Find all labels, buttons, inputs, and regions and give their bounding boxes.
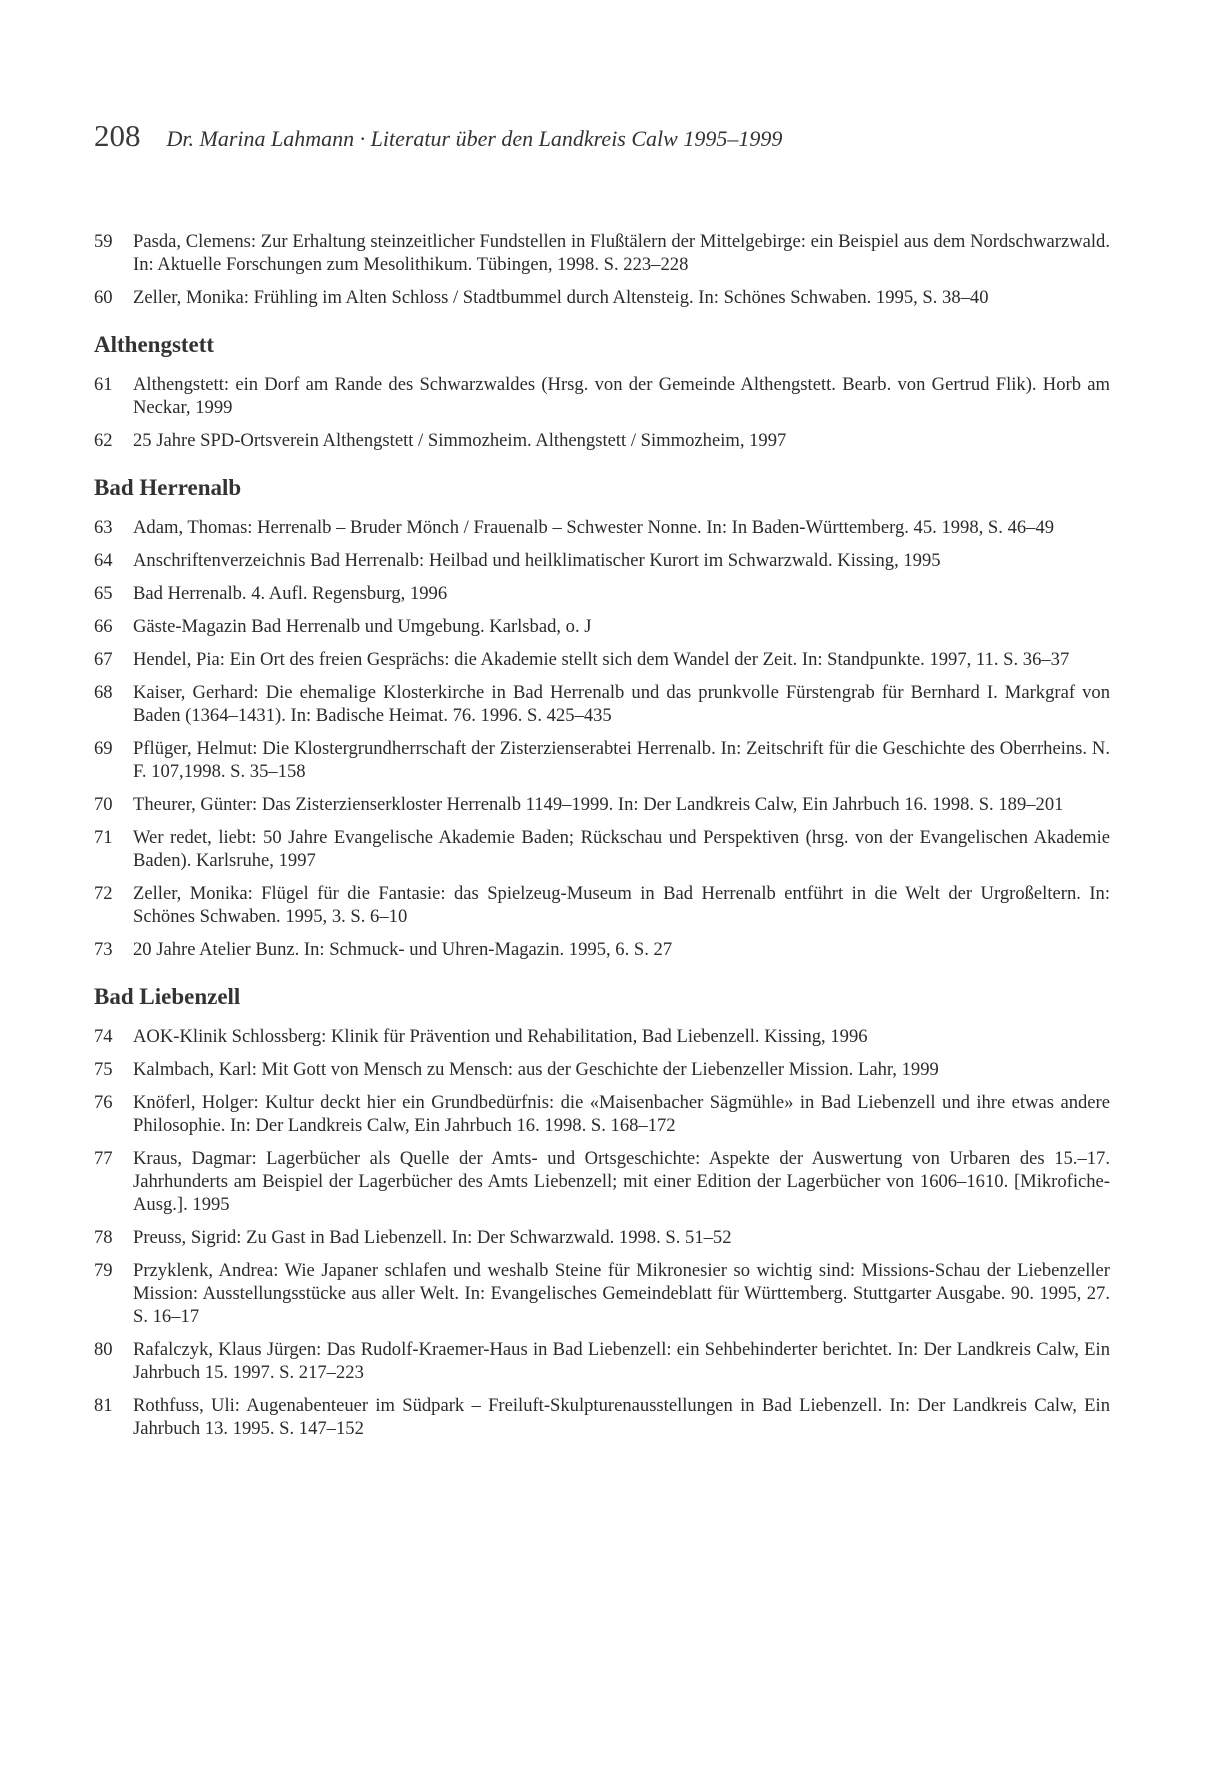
entry-text: 20 Jahre Atelier Bunz. In: Schmuck- und Uhren-Magazin. 1995, 6. S. 27 [133, 939, 673, 960]
entry-text: Zeller, Monika: Frühling im Alten Schloss / Stadtbummel durch Altensteig. In: Schönes Schwaben. 1995, S. 38–40 [133, 287, 989, 308]
section-heading: Bad Herrenalb [94, 475, 242, 500]
bibliography-entry [94, 1259, 1110, 1328]
bibliography-entry [94, 549, 1110, 572]
entry-text: Zeller, Monika: Flügel für die Fantasie: das Spielzeug-Museum in Bad Herrenalb entführt in die Welt der Urgroßeltern. In: Schönes Schwaben. 1995, 3. S. 6–10 [133, 883, 1110, 927]
entry-number: 74 [94, 1026, 113, 1047]
bibliography-entry [94, 582, 1110, 605]
bibliography-entry [94, 1394, 1110, 1440]
section-heading: Bad Liebenzell [94, 984, 241, 1009]
entry-number: 65 [94, 583, 113, 604]
bibliography-entry [94, 230, 1110, 276]
bibliography-entry [94, 1338, 1110, 1384]
entry-number: 73 [94, 939, 113, 960]
entry-text: Hendel, Pia: Ein Ort des freien Gesprächs: die Akademie stellt sich dem Wandel der Zeit. In: Standpunkte. 1997, 11. S. 36–37 [133, 649, 1070, 670]
entry-text: Wer redet, liebt: 50 Jahre Evangelische Akademie Baden; Rückschau und Perspektiven (hrsg. von der Evangelischen Akademie Baden). Karlsruhe, 1997 [133, 827, 1110, 871]
entry-text: Pflüger, Helmut: Die Klostergrundherrschaft der Zisterzienserabtei Herrenalb. In: Zeitschrift für die Geschichte des Oberrheins. N. F. 107,1998. S. 35–158 [133, 738, 1110, 782]
bibliography-entry [94, 938, 1110, 961]
bibliography-entry [94, 648, 1110, 671]
bibliography-entry [94, 615, 1110, 638]
page-header [94, 118, 1134, 158]
entry-number: 62 [94, 430, 113, 451]
entry-text: AOK-Klinik Schlossberg: Klinik für Prävention und Rehabilitation, Bad Liebenzell. Kissing, 1996 [133, 1026, 868, 1047]
entry-text: Rothfuss, Uli: Augenabenteuer im Südpark – Freiluft-Skulpturenausstellungen in Bad Liebenzell. In: Der Landkreis Calw, Ein Jahrbuch 13. 1995. S. 147–152 [133, 1395, 1110, 1439]
bibliography-entry [94, 429, 1110, 452]
bibliography-entry [94, 1058, 1110, 1081]
entry-text: Adam, Thomas: Herrenalb – Bruder Mönch / Frauenalb – Schwester Nonne. In: In Baden-Württemberg. 45. 1998, S. 46–49 [133, 517, 1055, 538]
bibliography-entry [94, 286, 1110, 309]
bibliography-entry [94, 1091, 1110, 1137]
entry-text: Kaiser, Gerhard: Die ehemalige Klosterkirche in Bad Herrenalb und das prunkvolle Fürstengrab für Bernhard I. Markgraf von Baden (1364–1431). In: Badische Heimat. 76. 1996. S. 425–435 [133, 682, 1110, 726]
entry-text: Gäste-Magazin Bad Herrenalb und Umgebung. Karlsbad, o. J [133, 616, 592, 637]
entry-text: Kalmbach, Karl: Mit Gott von Mensch zu Mensch: aus der Geschichte der Liebenzeller Mission. Lahr, 1999 [133, 1059, 939, 1080]
bibliography-entry [94, 373, 1110, 419]
entry-text: Rafalczyk, Klaus Jürgen: Das Rudolf-Kraemer-Haus in Bad Liebenzell: ein Sehbehinderter berichtet. In: Der Landkreis Calw, Ein Jahrbuch 15. 1997. S. 217–223 [133, 1339, 1110, 1383]
bibliography-entry [94, 882, 1110, 928]
entry-number: 61 [94, 374, 113, 395]
entry-number: 81 [94, 1395, 113, 1416]
entry-number: 64 [94, 550, 113, 571]
entry-text: Anschriftenverzeichnis Bad Herrenalb: Heilbad und heilklimatischer Kurort im Schwarzwald. Kissing, 1995 [133, 550, 941, 571]
entry-number: 80 [94, 1339, 113, 1360]
bibliography-entry [94, 1226, 1110, 1249]
entry-text: Bad Herrenalb. 4. Aufl. Regensburg, 1996 [133, 583, 448, 604]
section-heading: Althengstett [94, 332, 215, 357]
entry-number: 78 [94, 1227, 113, 1248]
entry-number: 79 [94, 1260, 113, 1281]
entry-number: 75 [94, 1059, 113, 1080]
entry-number: 69 [94, 738, 113, 759]
bibliography-entry [94, 1147, 1110, 1216]
entry-number: 60 [94, 287, 113, 308]
running-title: Dr. Marina Lahmann · Literatur über den Landkreis Calw 1995–1999 [166, 126, 783, 151]
entry-number: 71 [94, 827, 113, 848]
bibliography-entry [94, 793, 1110, 816]
entry-number: 63 [94, 517, 113, 538]
entry-text: Preuss, Sigrid: Zu Gast in Bad Liebenzell. In: Der Schwarzwald. 1998. S. 51–52 [133, 1227, 732, 1248]
entry-text: Theurer, Günter: Das Zisterzienserkloster Herrenalb 1149–1999. In: Der Landkreis Calw, Ein Jahrbuch 16. 1998. S. 189–201 [133, 794, 1064, 815]
bibliography-section [94, 230, 1110, 309]
bibliography-entry [94, 737, 1110, 783]
entry-text: Pasda, Clemens: Zur Erhaltung steinzeitlicher Fundstellen in Flußtälern der Mittelgebirge: ein Beispiel aus dem Nordschwarzwald. In: Aktuelle Forschungen zum Mesolithikum. Tübingen, 1998. S. 223–228 [133, 231, 1110, 275]
entry-number: 70 [94, 794, 113, 815]
entry-text: Przyklenk, Andrea: Wie Japaner schlafen und weshalb Steine für Mikronesier so wichtig sind: Missions-Schau der Liebenzeller Mission: Ausstellungsstücke aus aller Welt. In: Evangelisches Gemeindeblatt für Württemberg. Stuttgarter Ausgabe. 90. 1995, 27. S. 16–17 [133, 1260, 1110, 1327]
bibliography-entry [94, 681, 1110, 727]
entry-text: Kraus, Dagmar: Lagerbücher als Quelle der Amts- und Ortsgeschichte: Aspekte der Auswertung von Urbaren des 15.–17. Jahrhunderts am Beispiel der Lagerbücher des Amts Liebenzell; mit einer Edition der Lagerbücher von 1606–1610. [Mikrofiche-Ausg.]. 1995 [133, 1148, 1110, 1215]
bibliography-entry [94, 826, 1110, 872]
bibliography-section [94, 474, 1110, 961]
entry-number: 68 [94, 682, 113, 703]
page-number: 208 [94, 118, 141, 153]
entry-number: 59 [94, 231, 113, 252]
entry-text: Althengstett: ein Dorf am Rande des Schwarzwaldes (Hrsg. von der Gemeinde Althengstett. Bearb. von Gertrud Flik). Horb am Neckar, 1999 [133, 374, 1110, 418]
bibliography-entry [94, 516, 1110, 539]
bibliography-content [94, 230, 1110, 1450]
bibliography-entry [94, 1025, 1110, 1048]
bibliography-section [94, 983, 1110, 1440]
entry-number: 77 [94, 1148, 113, 1169]
bibliography-section [94, 331, 1110, 452]
entry-number: 66 [94, 616, 113, 637]
entry-number: 76 [94, 1092, 113, 1113]
entry-number: 72 [94, 883, 113, 904]
entry-number: 67 [94, 649, 113, 670]
entry-text: Knöferl, Holger: Kultur deckt hier ein Grundbedürfnis: die «Maisenbacher Sägmühle» in Bad Liebenzell und ihre etwas andere Philosophie. In: Der Landkreis Calw, Ein Jahrbuch 16. 1998. S. 168–172 [133, 1092, 1110, 1136]
entry-text: 25 Jahre SPD-Ortsverein Althengstett / Simmozheim. Althengstett / Simmozheim, 1997 [133, 430, 787, 451]
